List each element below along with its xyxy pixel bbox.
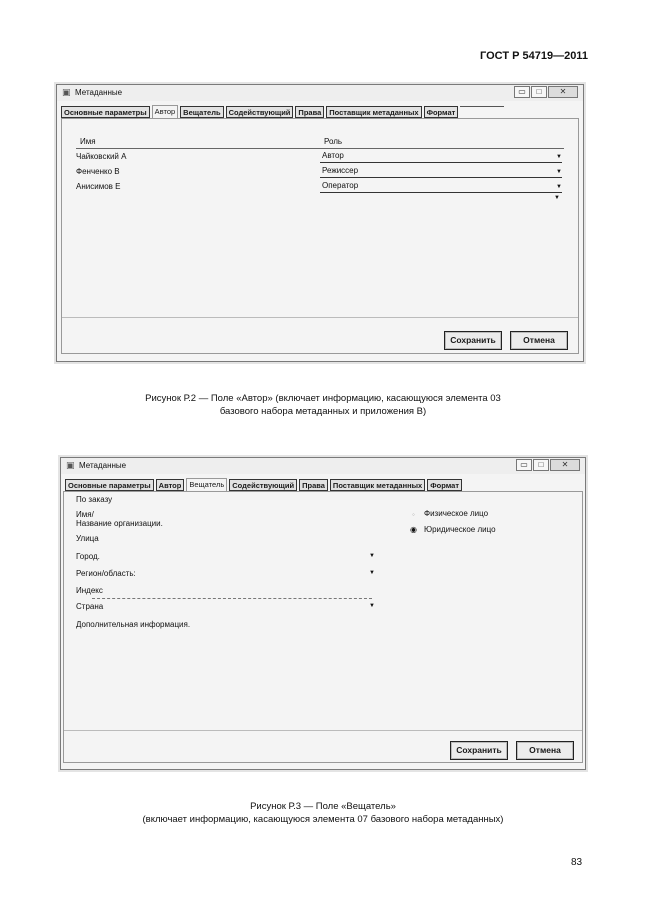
window-controls xyxy=(515,459,580,471)
column-header-name: Имя xyxy=(80,137,96,146)
tab-rights[interactable]: Права xyxy=(295,106,324,118)
role-value: Автор xyxy=(322,151,344,160)
tab-contributor[interactable]: Содействующий xyxy=(226,106,294,118)
role-select[interactable] xyxy=(320,180,562,193)
index-label: Индекс xyxy=(76,586,103,595)
app-icon: ▣ xyxy=(66,460,75,470)
tab-basic-params[interactable]: Основные параметры xyxy=(61,106,150,118)
cancel-button[interactable]: Отмена xyxy=(510,331,568,350)
header-divider xyxy=(76,148,320,149)
maximize-icon[interactable]: □ xyxy=(533,459,549,471)
tab-bar-filler xyxy=(460,106,504,118)
radio-physical-icon[interactable]: ◦ xyxy=(412,510,415,519)
tab-metadata-provider[interactable]: Поставщик метаданных xyxy=(330,479,425,491)
tab-format[interactable]: Формат xyxy=(427,479,462,491)
tab-broadcaster[interactable]: Вещатель xyxy=(180,106,223,118)
window-title: Метаданные xyxy=(79,461,127,470)
tab-basic-params[interactable]: Основные параметры xyxy=(65,479,154,491)
role-select[interactable] xyxy=(320,165,562,178)
tab-bar xyxy=(61,105,504,118)
dropdown-arrow-icon[interactable]: ▼ xyxy=(369,603,375,609)
role-select[interactable] xyxy=(320,150,562,163)
caption-line: Рисунок Р.3 — Поле «Вещатель» xyxy=(250,801,396,812)
cancel-button[interactable]: Отмена xyxy=(516,741,574,760)
minimize-icon[interactable]: ▭ xyxy=(514,86,530,98)
column-header-role: Роль xyxy=(324,137,343,146)
tab-bar xyxy=(65,478,464,491)
close-icon[interactable]: ✕ xyxy=(550,459,580,471)
author-name: Анисимов Е xyxy=(76,182,121,191)
dropdown-arrow-icon[interactable]: ▼ xyxy=(556,169,562,175)
by-order-label: По заказу xyxy=(76,495,113,504)
index-field-line[interactable] xyxy=(92,598,372,599)
dropdown-arrow-icon[interactable]: ▼ xyxy=(554,195,560,201)
title-bar xyxy=(61,458,585,474)
close-icon[interactable]: ✕ xyxy=(548,86,578,98)
caption-line: Рисунок Р.2 — Поле «Автор» (включает информацию, касающуюся элемента 03 xyxy=(145,393,501,404)
broadcaster-panel xyxy=(63,491,583,763)
title-bar xyxy=(57,85,583,101)
tab-contributor[interactable]: Содействующий xyxy=(229,479,297,491)
dropdown-arrow-icon[interactable]: ▼ xyxy=(369,570,375,576)
figure-caption xyxy=(40,800,606,826)
country-label: Страна xyxy=(76,602,104,611)
window-controls xyxy=(513,86,578,98)
app-icon: ▣ xyxy=(62,87,71,97)
tab-rights[interactable]: Права xyxy=(299,479,328,491)
region-label: Регион/область: xyxy=(76,569,136,578)
caption-line: базового набора метаданных и приложения В) xyxy=(219,406,427,417)
city-label: Город. xyxy=(76,552,100,561)
caption-line: (включает информацию, касающуюся элемента 07 базового набора метаданных) xyxy=(142,814,504,825)
radio-legal-label: Юридическое лицо xyxy=(424,525,496,534)
window-title: Метаданные xyxy=(75,88,123,97)
figure-caption xyxy=(40,392,606,418)
metadata-window-broadcaster xyxy=(60,457,586,770)
tab-broadcaster[interactable]: Вещатель xyxy=(186,478,227,491)
dropdown-arrow-icon[interactable]: ▼ xyxy=(556,184,562,190)
minimize-icon[interactable]: ▭ xyxy=(516,459,532,471)
save-button[interactable]: Сохранить xyxy=(450,741,508,760)
street-label: Улица xyxy=(76,534,99,543)
author-name: Чайковский А xyxy=(76,152,127,161)
organization-label: Название организации. xyxy=(76,519,163,528)
maximize-icon[interactable]: □ xyxy=(531,86,547,98)
radio-legal-icon[interactable]: ◉ xyxy=(410,525,417,534)
dropdown-arrow-icon[interactable]: ▼ xyxy=(369,553,375,559)
tab-format[interactable]: Формат xyxy=(424,106,459,118)
dropdown-arrow-icon[interactable]: ▼ xyxy=(556,154,562,160)
metadata-window-author xyxy=(56,84,584,362)
tab-metadata-provider[interactable]: Поставщик метаданных xyxy=(326,106,421,118)
name-label: Имя/ xyxy=(76,510,94,519)
role-value: Режиссер xyxy=(322,166,359,175)
button-area-divider xyxy=(64,730,582,731)
role-value: Оператор xyxy=(322,181,359,190)
author-name: Фенченко В xyxy=(76,167,120,176)
author-panel xyxy=(61,118,579,354)
radio-physical-label: Физическое лицо xyxy=(424,509,489,518)
button-area-divider xyxy=(62,317,578,318)
additional-info-label: Дополнительная информация. xyxy=(76,620,191,629)
page-number: 83 xyxy=(571,857,583,868)
save-button[interactable]: Сохранить xyxy=(444,331,502,350)
header-divider xyxy=(320,148,564,149)
tab-author[interactable]: Автор xyxy=(152,105,179,118)
tab-author[interactable]: Автор xyxy=(156,479,185,491)
standard-number: ГОСТ Р 54719—2011 xyxy=(480,50,588,62)
